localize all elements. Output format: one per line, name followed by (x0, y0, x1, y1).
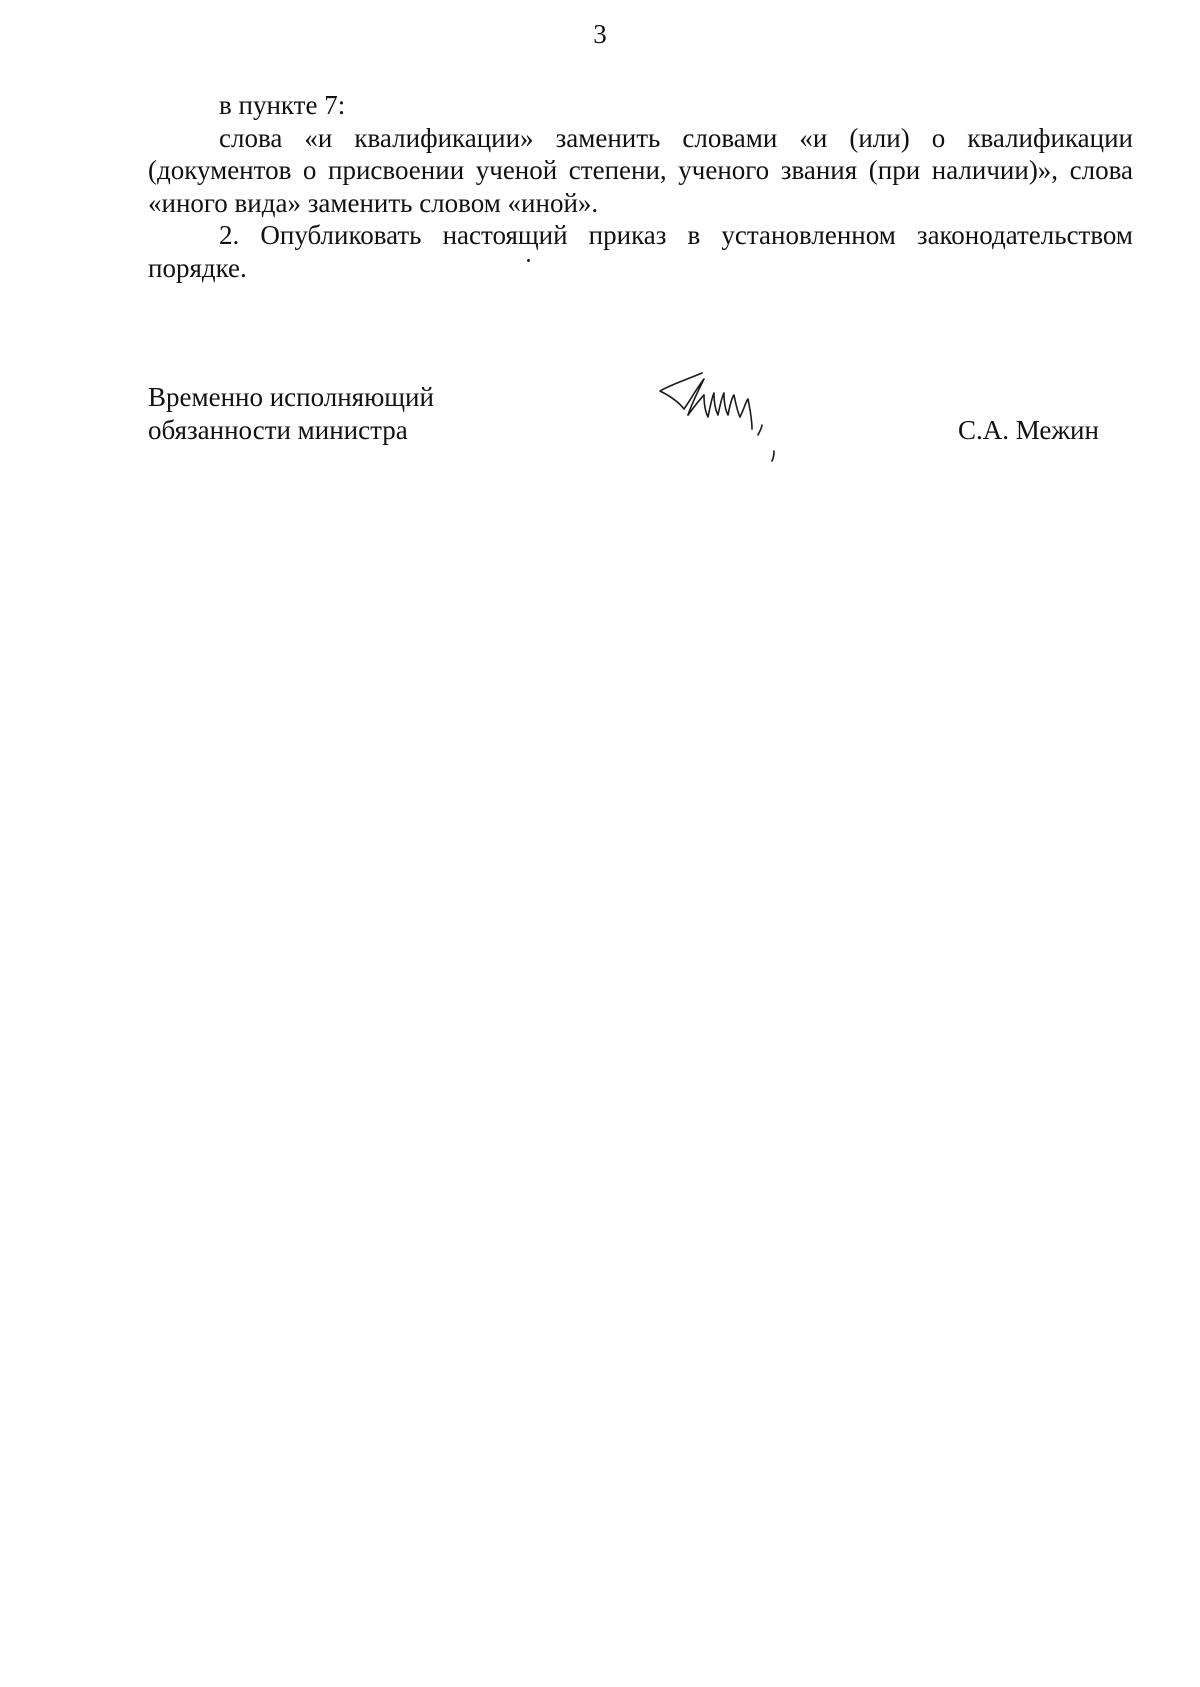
handwritten-signature (648, 365, 798, 465)
signer-title-line-2: обязанности министра (148, 414, 408, 445)
paragraph-publish: 2. Опубликовать настоящий приказ в установленном законодательством порядке. (148, 220, 1133, 283)
paragraph-clause-7: в пункте 7: (219, 90, 346, 120)
signer-name: С.А. Межин (958, 415, 1099, 445)
signer-title-line-1: Временно исполняющий (148, 382, 434, 412)
stray-dot (527, 259, 530, 262)
paragraph-replacement: слова «и квалификации» заменить словами «и (или) о квалификации (документов о присвоении ученой степени, ученого звания (при наличии)», слова «иного вида» заменить словом «иной». (148, 122, 1133, 218)
page-number: 3 (593, 19, 607, 49)
document-body (148, 89, 1133, 285)
signature-block (148, 381, 1133, 481)
signer-title (148, 381, 434, 446)
